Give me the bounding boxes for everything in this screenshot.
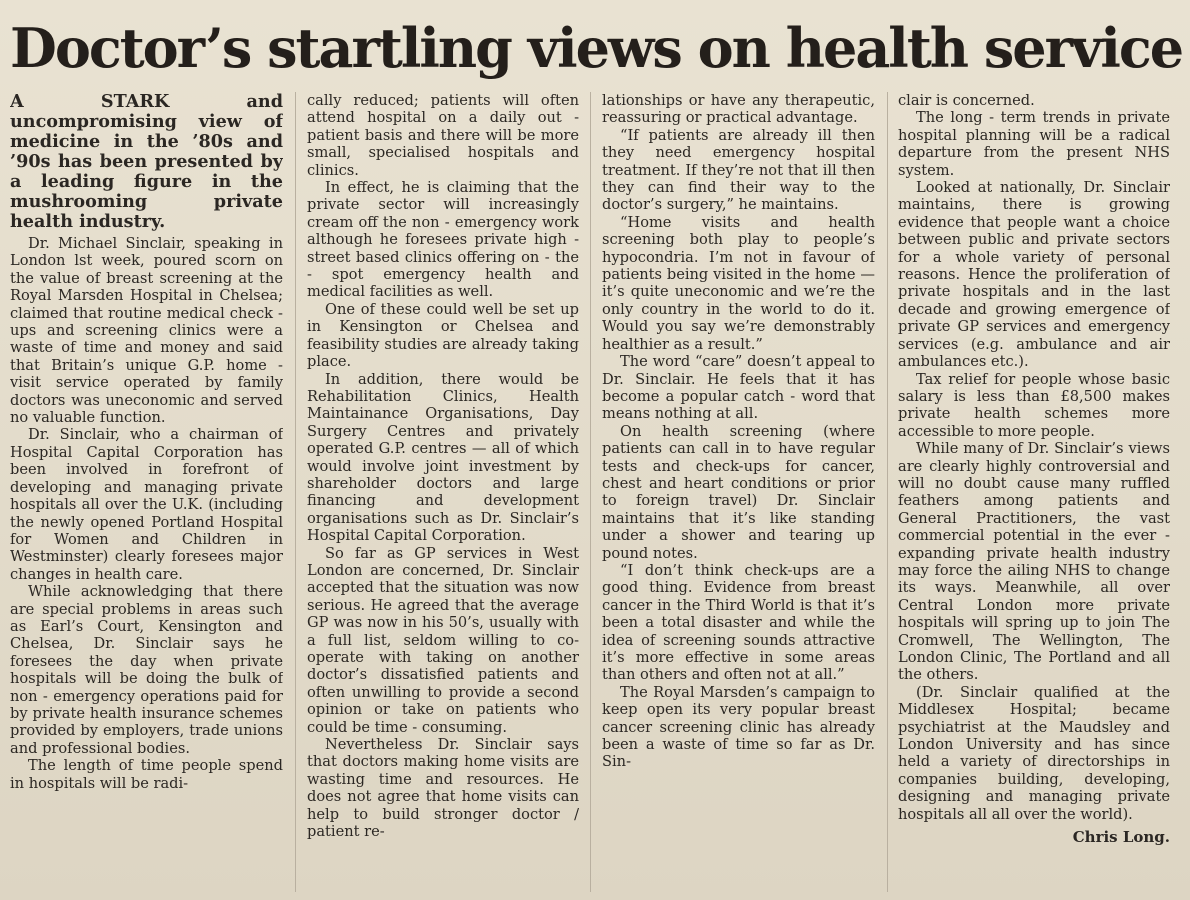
paragraph: Tax relief for people whose basic salary is less than £8,500 makes private health schemes more accessible to more people. bbox=[898, 370, 1170, 440]
paragraph: Nevertheless Dr. Sinclair says that doctors making home visits are wasting time and resources. He does not agree that home visits can help to build stronger doctor / patient re- bbox=[307, 736, 579, 841]
paragraph: clair is concerned. bbox=[898, 92, 1035, 109]
paragraph: Dr. Sinclair, who a chairman of Hospital Capital Corporation has been involved in forefront of developing and managing private hospitals all over the U.K. (including the newly opened Portland Hospital for Women and Children in Westminster) clearly foresees major changes in health care. bbox=[10, 426, 283, 583]
article-column-1 bbox=[10, 92, 283, 896]
paragraph: Looked at nationally, Dr. Sinclair maintains, there is growing evidence that people want a choice between public and private sectors for a whole variety of personal reasons. Hence the proliferation of private hospitals and in the last decade and growing emergence of private GP services and emergency services (e.g. ambulance and air ambulances etc.). bbox=[898, 179, 1170, 371]
paragraph: The Royal Marsden’s campaign to keep open its very popular breast cancer screening clinic has already been a waste of time so far as Dr. Sin- bbox=[602, 683, 875, 771]
headline: Doctor’s startling views on health service bbox=[10, 16, 1183, 80]
column-rule bbox=[887, 92, 888, 892]
column-rule bbox=[295, 92, 296, 892]
paragraph: Dr. Michael Sinclair, speaking in London lst week, poured scorn on the value of breast screening at the Royal Marsden Hospital in Chelsea; claimed that routine medical check - ups and screening clinics were a waste of time and money and said that Britain’s unique G.P. home - visit service operated by family doctors was uneconomic and served no valuable function. bbox=[10, 235, 283, 427]
paragraph: In addition, there would be Rehabilitation Clinics, Health Maintainance Organisations, Day Surgery Centres and privately operated G.P. centres — all of which would involve joint investment by shareholder doctors and large financing and development organisations such as Dr. Sinclair’s Hospital Capital Corporation. bbox=[307, 370, 579, 545]
article-column-2 bbox=[307, 92, 579, 896]
paragraph: So far as GP services in West London are concerned, Dr. Sinclair accepted that the situation was now serious. He agreed that the average GP was now in his 50’s, usually with a full list, seldom willing to co-operate with taking on another doctor’s dissatisfied patients and often unwilling to provide a second opinion or take on patients who could be time - consuming. bbox=[307, 544, 579, 736]
paragraph: While acknowledging that there are special problems in areas such as Earl’s Court, Kensington and Chelsea, Dr. Sinclair says he foresees the day when private hospitals will be doing the bulk of non - emergency operations paid for by private health insurance schemes provided by employers, trade unions and professional bodies. bbox=[10, 583, 283, 757]
paragraph: In effect, he is claiming that the private sector will increasingly cream off the non - emergency work although he foresees private high - street based clinics offering on - the - spot emergency health and medical facilities as well. bbox=[307, 179, 579, 301]
paragraph: (Dr. Sinclair qualified at the Middlesex Hospital; became psychiatrist at the Maudsley and London University and has since held a variety of directorships in companies building, developing, designing and managing private hospitals all all over the world). bbox=[898, 683, 1170, 823]
paragraph: lationships or have any therapeutic, reassuring or practical advantage. bbox=[602, 92, 875, 127]
column-rule bbox=[590, 92, 591, 892]
paragraph: “If patients are already ill then they need emergency hospital treatment. If they’re not that ill then they can find their way to the doctor’s surgery,” he maintains. bbox=[602, 126, 875, 214]
article-column-3 bbox=[602, 92, 875, 896]
paragraph: On health screening (where patients can call in to have regular tests and check-ups for cancer, chest and heart conditions or prior to foreign travel) Dr. Sinclair maintains that it’s like standing under a shower and tearing up pound notes. bbox=[602, 422, 875, 562]
paragraph: “I don’t think check-ups are a good thing. Evidence from breast cancer in the Third World is that it’s been a total disaster and while the idea of screening sounds attractive it’s more effective in some areas than others and often not at all.” bbox=[602, 561, 875, 684]
paragraph: cally reduced; patients will often attend hospital on a daily out - patient basis and there will be more small, specialised hospitals and clinics. bbox=[307, 92, 579, 179]
paragraph: “Home visits and health screening both play to people’s hypocondria. I’m not in favour of patients being visited in the home — it’s quite uneconomic and we’re the only country in the world to do it. Would you say we’re demonstrably healthier as a result.” bbox=[602, 213, 875, 353]
lead-paragraph: A STARK and uncompromising view of medicine in the ’80s and ’90s has been presented by a leading figure in the mushrooming private health industry. bbox=[10, 92, 283, 232]
paragraph: The word “care” doesn’t appeal to Dr. Sinclair. He feels that it has become a popular catch - word that means nothing at all. bbox=[602, 353, 875, 423]
article-column-4 bbox=[898, 92, 1170, 896]
paragraph: The long - term trends in private hospital planning will be a radical departure from the present NHS system. bbox=[898, 109, 1170, 179]
paragraph: The length of time people spend in hospitals will be radi- bbox=[10, 757, 283, 792]
paragraph: One of these could well be set up in Kensington or Chelsea and feasibility studies are already taking place. bbox=[307, 300, 579, 371]
paragraph: While many of Dr. Sinclair’s views are clearly highly controversial and will no doubt cause many ruffled feathers among patients and General Practitioners, the vast commercial potential in the ever - expanding private health industry may force the ailing NHS to change its ways. Meanwhile, all over Central London more private hospitals will spring up to join The Cromwell, The Wellington, The London Clinic, The Portland and all the others. bbox=[898, 440, 1170, 684]
byline: Chris Long. bbox=[1072, 828, 1170, 847]
